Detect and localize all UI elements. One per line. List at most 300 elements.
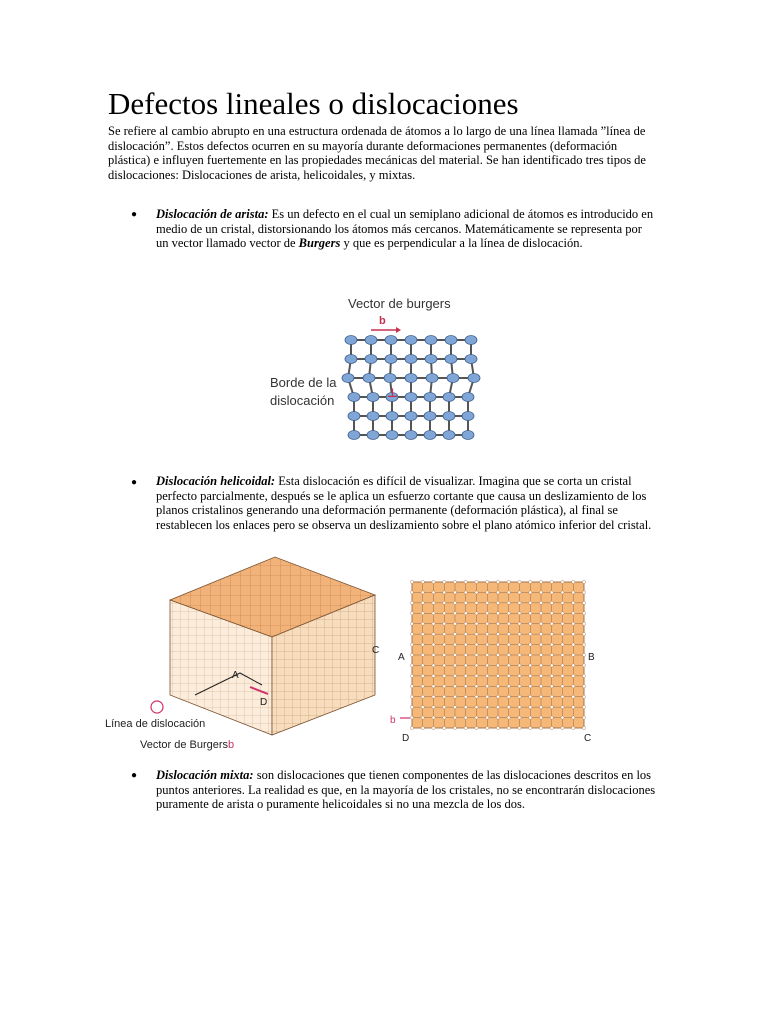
grid-atom — [475, 601, 478, 604]
grid-atom — [475, 591, 478, 594]
linea-dislocacion-label: Línea de dislocación — [105, 718, 206, 730]
grid-atom — [496, 716, 499, 719]
grid-atom — [453, 706, 456, 709]
grid-atom — [443, 612, 446, 615]
grid-atom — [529, 612, 532, 615]
grid-atom — [486, 653, 489, 656]
grid-atom — [443, 633, 446, 636]
grid-atom — [486, 633, 489, 636]
grid-atom — [410, 726, 413, 729]
lattice-atom — [348, 412, 360, 421]
lattice-atom — [424, 412, 436, 421]
grid-atom — [561, 685, 564, 688]
grid-atom — [518, 706, 521, 709]
grid-atom — [486, 643, 489, 646]
grid-atom — [529, 664, 532, 667]
perp-symbol: ⊥ — [387, 386, 398, 400]
grid-atom — [582, 622, 585, 625]
grid-atom — [453, 643, 456, 646]
grid-atom — [453, 591, 456, 594]
lattice-atom — [468, 374, 480, 383]
grid-atom — [518, 580, 521, 583]
grid-atom — [486, 716, 489, 719]
grid-atom — [572, 612, 575, 615]
grid-atom — [572, 726, 575, 729]
grid-atom — [572, 653, 575, 656]
grid-atom — [539, 643, 542, 646]
grid-atom — [518, 685, 521, 688]
grid-atom — [507, 674, 510, 677]
grid-atom — [475, 622, 478, 625]
grid-atom — [496, 633, 499, 636]
grid-atom — [529, 591, 532, 594]
grid-atom — [410, 601, 413, 604]
grid-atom — [582, 633, 585, 636]
grid-atom — [475, 685, 478, 688]
grid-atom — [561, 633, 564, 636]
borde-label-line2: dislocación — [270, 393, 335, 408]
lattice-atom — [405, 393, 417, 402]
lattice-atom — [447, 374, 459, 383]
grid-atom — [518, 653, 521, 656]
cube-label-c: C — [372, 645, 380, 656]
lattice-atom — [385, 336, 397, 345]
grid-atom — [486, 674, 489, 677]
lattice-atom — [462, 412, 474, 421]
grid-atom — [410, 653, 413, 656]
grid-atom — [550, 580, 553, 583]
page-title: Defectos lineales o dislocaciones — [108, 86, 519, 121]
grid-atom — [550, 643, 553, 646]
grid-atom — [539, 685, 542, 688]
grid-atom — [453, 664, 456, 667]
arista-text-after: y que es perpendicular a la línea de dislocación. — [340, 236, 583, 251]
grid-atom — [507, 622, 510, 625]
grid-atom — [539, 695, 542, 698]
grid-atom — [432, 622, 435, 625]
grid-atom — [529, 643, 532, 646]
grid-atom — [507, 591, 510, 594]
grid-atom — [410, 643, 413, 646]
bullet-marker: ● — [131, 477, 138, 488]
grid-atom — [475, 664, 478, 667]
lattice-atom — [348, 431, 360, 440]
grid-atom — [518, 674, 521, 677]
grid-atom — [507, 633, 510, 636]
arista-text-before: Es un defecto en el cual un semiplano adicional de átomos es introducido en medio de un cristal, distorsionando los átomos más cercanos. Matemáticamente se representa por un vector llamado vector de — [156, 207, 654, 251]
grid-atom — [529, 653, 532, 656]
grid-atom — [529, 706, 532, 709]
grid-atom — [486, 612, 489, 615]
grid-atom — [410, 664, 413, 667]
grid-atom — [539, 653, 542, 656]
grid-atom — [410, 685, 413, 688]
grid-atom — [486, 664, 489, 667]
grid-atom — [475, 643, 478, 646]
grid-atom — [421, 622, 424, 625]
grid-atom — [561, 674, 564, 677]
grid-atom — [453, 612, 456, 615]
grid-atom — [572, 643, 575, 646]
grid-atom — [529, 674, 532, 677]
grid-atom — [582, 580, 585, 583]
grid-atom — [496, 591, 499, 594]
grid-atom — [432, 664, 435, 667]
cube-label-d: D — [260, 697, 268, 708]
vector-burgers-label: Vector de burgers — [348, 296, 451, 311]
burgers-b-label: b — [379, 315, 386, 327]
grid-atom — [539, 612, 542, 615]
grid-atom — [464, 706, 467, 709]
grid-atom — [507, 726, 510, 729]
grid-atom — [561, 622, 564, 625]
grid-atom — [432, 653, 435, 656]
bullet-mixta — [156, 768, 656, 812]
grid-atom — [539, 706, 542, 709]
lattice-atom — [405, 336, 417, 345]
mixta-text: son dislocaciones que tienen componentes de las dislocaciones descritos en los puntos anteriores. La realidad es que, en la mayoría de los cristales, no se encontrarán dislocaciones puramente de arista o puramente helicoidales si no una mezcla de los dos. — [156, 768, 656, 812]
grid-atom — [475, 674, 478, 677]
grid-atom — [496, 601, 499, 604]
grid-atom — [539, 726, 542, 729]
grid-atom — [432, 726, 435, 729]
grid-atom — [561, 706, 564, 709]
grid-atom — [486, 591, 489, 594]
grid-atom — [518, 633, 521, 636]
grid-atom — [582, 716, 585, 719]
grid-atom — [507, 612, 510, 615]
grid-atom — [410, 633, 413, 636]
grid-atom — [464, 674, 467, 677]
lattice-atom — [462, 431, 474, 440]
edge-dislocation-figure — [262, 290, 502, 460]
lattice-atom — [445, 355, 457, 364]
grid-atom — [410, 716, 413, 719]
lattice-atom — [426, 374, 438, 383]
grid-atom — [582, 591, 585, 594]
borde-label-line1: Borde de la — [270, 375, 337, 390]
grid-atom — [572, 601, 575, 604]
lattice-atom — [384, 374, 396, 383]
grid-atom — [496, 674, 499, 677]
lattice-atom — [367, 412, 379, 421]
grid-atom — [421, 664, 424, 667]
grid-atom — [486, 580, 489, 583]
grid-label-a: A — [398, 652, 405, 663]
grid-atom — [496, 653, 499, 656]
lattice-atom — [425, 355, 437, 364]
lattice-atom — [443, 431, 455, 440]
grid-atom — [464, 685, 467, 688]
grid-atom — [475, 726, 478, 729]
grid-atom — [464, 716, 467, 719]
grid-atom — [443, 591, 446, 594]
grid-atom — [464, 664, 467, 667]
grid-atom — [464, 580, 467, 583]
grid-atom — [410, 674, 413, 677]
grid-atom — [443, 726, 446, 729]
grid-atom — [518, 716, 521, 719]
grid-atom — [453, 695, 456, 698]
grid-atom — [464, 653, 467, 656]
grid-atom — [443, 643, 446, 646]
grid-atom — [518, 612, 521, 615]
grid-atom — [421, 580, 424, 583]
grid-atom — [550, 633, 553, 636]
grid-atom — [421, 601, 424, 604]
grid-atom — [464, 601, 467, 604]
grid-atom — [518, 643, 521, 646]
grid-atom — [432, 695, 435, 698]
grid-atom — [550, 726, 553, 729]
grid-atom — [432, 674, 435, 677]
grid-atom — [550, 664, 553, 667]
grid-atom — [486, 685, 489, 688]
grid-atom — [507, 716, 510, 719]
grid-atom — [529, 726, 532, 729]
term-mixta: Dislocación mixta: — [156, 768, 254, 782]
grid-atom — [464, 643, 467, 646]
grid-atom — [550, 716, 553, 719]
grid-atom — [421, 653, 424, 656]
grid-atom — [561, 601, 564, 604]
grid-atom — [475, 695, 478, 698]
grid-atom — [582, 706, 585, 709]
grid-atom — [572, 580, 575, 583]
grid-atom — [572, 695, 575, 698]
grid-atom — [561, 695, 564, 698]
grid-atom — [432, 716, 435, 719]
grid-atom — [582, 674, 585, 677]
grid-atom — [582, 612, 585, 615]
lattice-atom — [443, 412, 455, 421]
grid-label-b-vector: b — [390, 715, 396, 726]
grid-atom — [550, 706, 553, 709]
grid-atom — [443, 706, 446, 709]
grid-atom — [410, 622, 413, 625]
grid-atom — [443, 695, 446, 698]
grid-atom — [539, 674, 542, 677]
grid-atom — [561, 591, 564, 594]
grid-atom — [443, 664, 446, 667]
lattice-atom — [424, 431, 436, 440]
grid-atom — [529, 695, 532, 698]
grid-atom — [475, 633, 478, 636]
grid-atom — [572, 716, 575, 719]
lattice-atom — [443, 393, 455, 402]
grid-atom — [550, 653, 553, 656]
grid-atom — [421, 716, 424, 719]
lattice-atom — [342, 374, 354, 383]
grid-atom — [464, 726, 467, 729]
grid-atom — [496, 726, 499, 729]
grid-atom — [529, 580, 532, 583]
lattice-atom — [365, 336, 377, 345]
grid-atom — [582, 601, 585, 604]
lattice-atom — [445, 336, 457, 345]
lattice-atom — [465, 355, 477, 364]
grid-atom — [443, 716, 446, 719]
grid-atom — [410, 695, 413, 698]
lattice-atom — [405, 431, 417, 440]
grid-atom — [496, 695, 499, 698]
grid-atom — [572, 685, 575, 688]
grid-atom — [561, 716, 564, 719]
grid-atom — [518, 695, 521, 698]
grid-atom — [453, 622, 456, 625]
grid-atom — [496, 643, 499, 646]
grid-atom — [421, 726, 424, 729]
grid-label-c: C — [584, 733, 592, 744]
grid-atom — [432, 580, 435, 583]
grid-atom — [475, 716, 478, 719]
vector-burgers-cube-label: Vector de Burgers — [140, 739, 229, 751]
lattice-atom — [367, 431, 379, 440]
grid-atom — [421, 674, 424, 677]
lattice-atom — [386, 431, 398, 440]
grid-atom — [507, 706, 510, 709]
grid-label-b: B — [588, 652, 595, 663]
grid-atom — [453, 726, 456, 729]
grid-atom — [410, 612, 413, 615]
grid-atom — [486, 726, 489, 729]
grid-atom — [582, 726, 585, 729]
lattice-atom — [385, 355, 397, 364]
lattice-atom — [367, 393, 379, 402]
grid-atom — [550, 601, 553, 604]
grid-atom — [529, 601, 532, 604]
lattice-atom — [424, 393, 436, 402]
grid-atom — [572, 674, 575, 677]
grid-atom — [421, 695, 424, 698]
grid-atom — [453, 601, 456, 604]
grid-atom — [432, 591, 435, 594]
grid-atom — [582, 695, 585, 698]
grid-atom — [443, 622, 446, 625]
grid-atom — [518, 591, 521, 594]
lattice-atom — [348, 393, 360, 402]
grid-atom — [432, 633, 435, 636]
grid-atom — [539, 716, 542, 719]
screw-dislocation-grid-figure — [388, 578, 603, 746]
intro-paragraph: Se refiere al cambio abrupto en una estructura ordenada de átomos a lo largo de una línea llamada ”línea de dislocación”. Estos defectos ocurren en su mayoría durante deformaciones permanentes (deformación plástica) e influyen fuertemente en las propiedades mecánicas del material. Se han identificado tres tipos de dislocaciones: Dislocaciones de arista, helicoidales, y mixtas. — [108, 124, 646, 182]
lattice-atom — [345, 355, 357, 364]
term-arista: Dislocación de arista: — [156, 207, 269, 221]
grid-atom — [443, 674, 446, 677]
vector-burgers-cube-b: b — [228, 739, 235, 751]
grid-atom — [496, 580, 499, 583]
lattice-atom — [425, 336, 437, 345]
grid-atom — [550, 674, 553, 677]
grid-atom — [475, 653, 478, 656]
grid-atom — [507, 695, 510, 698]
grid-atom — [464, 633, 467, 636]
grid-atom — [507, 653, 510, 656]
grid-atom — [421, 591, 424, 594]
grid-atom — [507, 601, 510, 604]
grid-atom — [486, 622, 489, 625]
grid-atom — [582, 653, 585, 656]
grid-atom — [539, 622, 542, 625]
grid-atom — [529, 685, 532, 688]
lattice-atom — [462, 393, 474, 402]
lattice-atom — [405, 374, 417, 383]
bullet-marker: ● — [131, 209, 138, 220]
grid-atom — [475, 580, 478, 583]
grid-atom — [572, 622, 575, 625]
burgers-arrowhead — [396, 327, 401, 333]
term-helicoidal: Dislocación helicoidal: — [156, 474, 276, 488]
grid-atom — [572, 664, 575, 667]
grid-atom — [453, 580, 456, 583]
grid-atom — [486, 706, 489, 709]
grid-atom — [432, 601, 435, 604]
lattice-atom — [405, 412, 417, 421]
grid-atom — [572, 591, 575, 594]
grid-atom — [486, 601, 489, 604]
grid-atom — [421, 685, 424, 688]
grid-atom — [561, 664, 564, 667]
grid-atom — [432, 612, 435, 615]
grid-atom — [496, 612, 499, 615]
atom-lattice — [342, 336, 480, 440]
grid-atom — [464, 612, 467, 615]
lattice-atom — [386, 412, 398, 421]
grid-atom — [432, 685, 435, 688]
grid-atom — [453, 685, 456, 688]
grid-atom — [539, 633, 542, 636]
screw-dislocation-cube-figure — [100, 555, 390, 755]
grid-atom — [410, 706, 413, 709]
grid-atom — [518, 726, 521, 729]
grid-atom — [464, 695, 467, 698]
grid-atom — [572, 706, 575, 709]
grid-atom — [518, 622, 521, 625]
lattice-atom — [345, 336, 357, 345]
grid-atom — [550, 695, 553, 698]
grid-atom — [561, 580, 564, 583]
grid-atom — [550, 622, 553, 625]
grid-atom — [443, 601, 446, 604]
grid-atom — [410, 580, 413, 583]
grid-atom — [582, 643, 585, 646]
grid-atom — [539, 591, 542, 594]
grid-atom — [539, 580, 542, 583]
burgers-emphasis: Burgers — [298, 236, 341, 251]
grid-atom — [496, 685, 499, 688]
grid-atom — [539, 601, 542, 604]
grid-atom — [561, 643, 564, 646]
grid-atom — [453, 716, 456, 719]
grid-atom — [475, 706, 478, 709]
grid-atom — [486, 695, 489, 698]
grid-atom — [550, 591, 553, 594]
cube-label-a: A — [232, 670, 239, 681]
grid-label-d: D — [402, 733, 410, 744]
grid-atom — [496, 664, 499, 667]
grid-atom — [464, 622, 467, 625]
grid-atom — [410, 591, 413, 594]
grid-atom — [561, 726, 564, 729]
grid-atom — [561, 653, 564, 656]
grid-atom — [507, 643, 510, 646]
bullet-arista — [156, 207, 656, 251]
bullet-marker: ● — [131, 770, 138, 781]
grid-atom — [507, 580, 510, 583]
grid-atom — [421, 612, 424, 615]
grid-atom — [529, 622, 532, 625]
grid-atom — [582, 685, 585, 688]
